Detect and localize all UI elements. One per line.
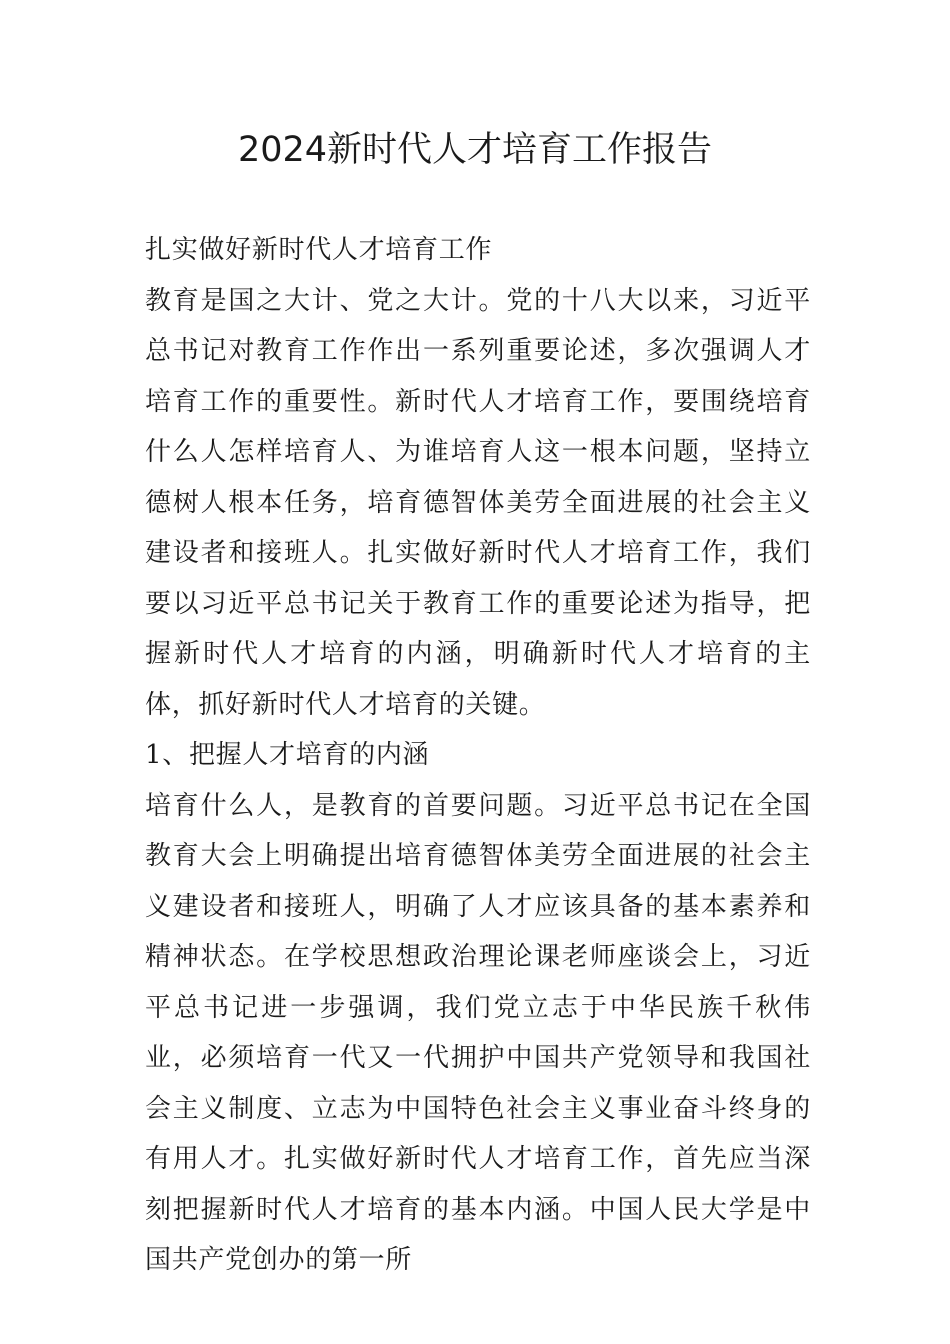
- section-heading: 1、把握人才培育的内涵: [145, 740, 430, 770]
- section-heading: 扎实做好新时代人才培育工作: [145, 235, 493, 265]
- document-title: 2024新时代人才培育工作报告: [237, 130, 713, 170]
- document-body: [145, 225, 811, 1286]
- body-paragraph: 教育是国之大计、党之大计。党的十八大以来，习近平总书记对教育工作作出一系列重要论述，多次强调人才培育工作的重要性。新时代人才培育工作，要围绕培育什么人怎样培育人、为谁培育人这一根本问题，坚持立德树人根本任务，培育德智体美劳全面进展的社会主义建设者和接班人。扎实做好新时代人才培育工作，我们要以习近平总书记关于教育工作的重要论述为指导，把握新时代人才培育的内涵，明确新时代人才培育的主体，抓好新时代人才培育的关键。: [145, 285, 811, 720]
- body-paragraph: 培育什么人，是教育的首要问题。习近平总书记在全国教育大会上明确提出培育德智体美劳全面进展的社会主义建设者和接班人，明确了人才应该具备的基本素养和精神状态。在学校思想政治理论课老师座谈会上，习近平总书记进一步强调，我们党立志于中华民族千秋伟业，必须培育一代又一代拥护中国共产党领导和我国社会主义制度、立志为中国特色社会主义事业奋斗终身的有用人才。扎实做好新时代人才培育工作，首先应当深刻把握新时代人才培育的基本内涵。中国人民大学是中国共产党创办的第一所: [145, 790, 811, 1275]
